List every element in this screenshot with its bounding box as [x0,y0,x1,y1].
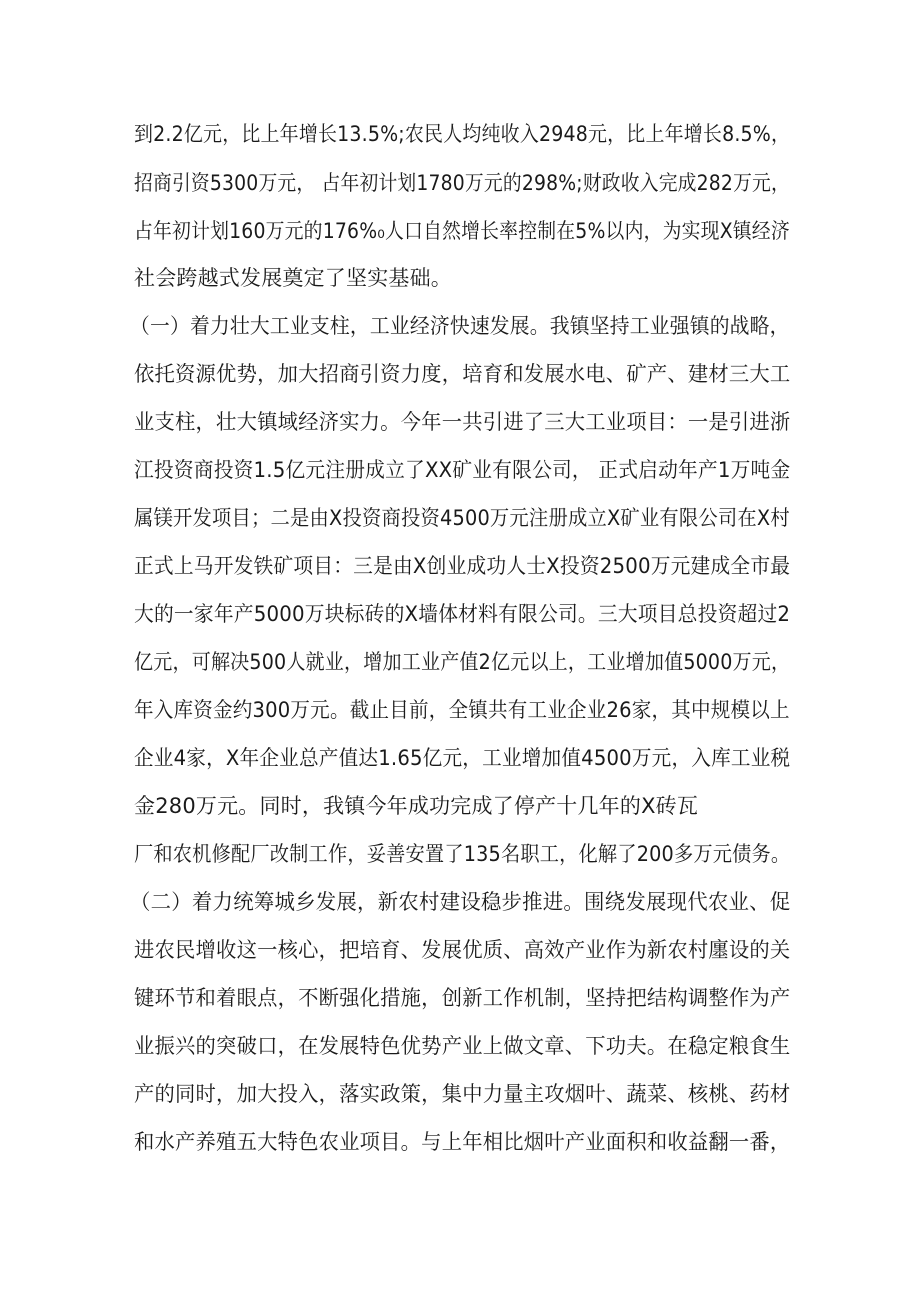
text-line: 金280万元。同时，我镇今年成功完成了停产十几年的X砖瓦 [134,794,699,818]
text-line: 正式上马开发铁矿项目：三是由X创业成功人士X投资2500万元建成全市最 [134,554,791,578]
section-heading-line: （一）着力壮大工业支柱，工业经济快速发展。我镇坚持工业强镇的战略， [130,314,790,338]
text-line: 属镁开发项目；二是由X投资商投资4500万元注册成立X矿业有限公司在X村 [134,506,790,530]
text-line: 大的一家年产5000万块标砖的X墙体材料有限公司。三大项目总投资超过2 [134,602,791,626]
text-line: 业支柱，壮大镇域经济实力。今年一共引进了三大工业项目：一是引进浙 [134,410,791,434]
text-line: 社会跨越式发展奠定了坚实基础。 [134,266,452,290]
text-line: 进农民增收这一核心，把培育、发展优质、高效产业作为新农村廛设的关 [134,938,791,962]
text-line: 依托资源优势，加大招商引资力度，培育和发展水电、矿产、建材三大工 [134,362,791,386]
text-line: 键环节和着眼点，不断强化措施，创新工作机制，坚持把结构调整作为产 [134,986,791,1010]
text-line: 年入库资金约300万元。截止目前，全镇共有工业企业26家，其中规模以上 [134,698,790,722]
text-line: 企业4家，X年企业总产值达1.65亿元，工业增加值4500万元，入库工业税 [134,746,791,770]
text-line: 业振兴的突破口，在发展特色优势产业上做文章、下功夫。在稳定粮食生 [134,1034,791,1058]
text-line: 占年初计划160万元的176%₀人口自然增长率控制在5%以内，为实现X镇经济 [134,219,790,243]
text-line: 产的同时，加大投入，落实政策，集中力量主攻烟叶、蔬菜、核桃、药材 [134,1082,791,1106]
text-line: 到2.2亿元，比上年增长13.5%;农民人均纯收入2948元，比上年增长8.5%， [134,122,791,146]
text-line: 江投资商投资1.5亿元注册成立了XX矿业有限公司， 正式启动年产1万吨金 [134,458,791,482]
text-line: 招商引资5300万元， 占年初计划1780万元的298%;财政收入完成282万元， [134,171,791,195]
text-line: 厂和农机修配厂改制工作，妥善安置了135名职工，化解了200多万元债务。 [134,842,791,866]
section-heading-line: （二）着力统筹城乡发展，新农村建设稳步推进。围绕发展现代农业、促 [130,890,791,914]
text-line: 亿元，可解决500人就业，增加工业产值2亿元以上，工业增加值5000万元， [134,650,791,674]
text-line: 和水产养殖五大特色农业项目。与上年相比烟叶产业面积和收益翻一番， [134,1130,791,1154]
